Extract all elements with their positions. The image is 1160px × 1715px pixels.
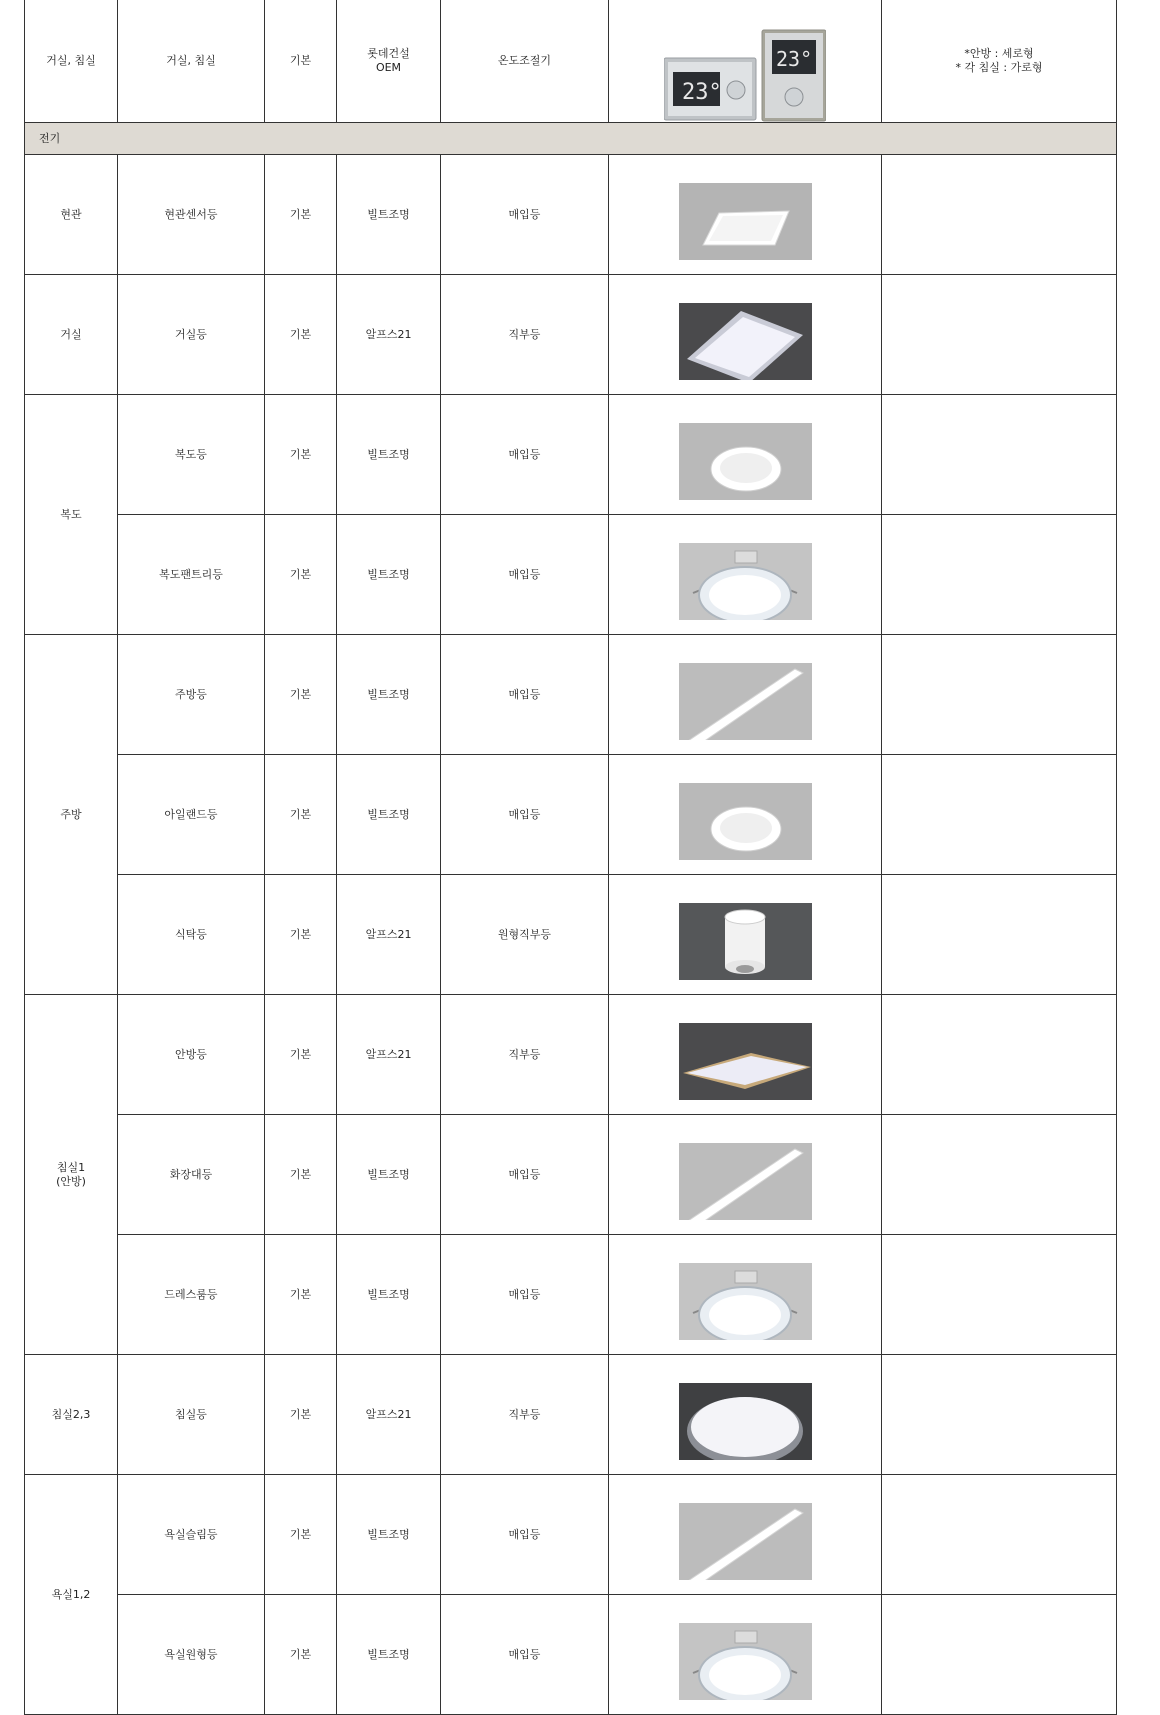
maker-cell: 빌트조명 (337, 635, 441, 755)
spec-cell: 기본 (265, 995, 337, 1115)
slim-linear-light-photo (679, 1489, 812, 1580)
spec-cell: 기본 (265, 1115, 337, 1235)
type-cell: 매입등 (441, 515, 609, 635)
thermostat-photo (664, 14, 826, 108)
note-cell (882, 1475, 1117, 1595)
note-cell (882, 1235, 1117, 1355)
space-cell: 주방 (25, 635, 118, 995)
table-row (25, 155, 1117, 275)
image-cell (609, 1595, 882, 1715)
type-cell: 매입등 (441, 155, 609, 275)
maker-cell: 빌트조명 (337, 755, 441, 875)
spec-cell: 기본 (265, 1595, 337, 1715)
image-cell (609, 515, 882, 635)
note-cell (882, 275, 1117, 395)
spec-cell: 기본 (265, 395, 337, 515)
type-cell: 원형직부등 (441, 875, 609, 995)
spec-cell: 기본 (265, 0, 337, 123)
type-cell: 매입등 (441, 1475, 609, 1595)
image-cell (609, 1475, 882, 1595)
table-row (25, 1115, 1117, 1235)
slim-linear-light-photo (679, 1129, 812, 1220)
note-cell (882, 155, 1117, 275)
type-cell: 매입등 (441, 1235, 609, 1355)
type-cell: 직부등 (441, 275, 609, 395)
maker-cell: 알프스21 (337, 275, 441, 395)
image-cell (609, 275, 882, 395)
image-cell (609, 155, 882, 275)
spec-cell: 기본 (265, 875, 337, 995)
table-row (25, 395, 1117, 515)
image-cell (609, 1235, 882, 1355)
spec-cell: 기본 (265, 515, 337, 635)
spec-cell: 기본 (265, 755, 337, 875)
section-row (25, 123, 1117, 155)
maker-cell: 빌트조명 (337, 1115, 441, 1235)
type-cell: 매입등 (441, 1595, 609, 1715)
item-cell: 침실등 (118, 1355, 265, 1475)
maker-cell: 빌트조명 (337, 155, 441, 275)
table-row (25, 1475, 1117, 1595)
table-row (25, 875, 1117, 995)
round-ceiling-light-photo (679, 1369, 812, 1460)
space-cell: 거실, 침실 (25, 0, 118, 123)
note-cell (882, 1355, 1117, 1475)
space-cell: 침실1 (안방) (25, 995, 118, 1355)
item-cell: 아일랜드등 (118, 755, 265, 875)
type-cell: 매입등 (441, 1115, 609, 1235)
note-cell (882, 515, 1117, 635)
spec-cell: 기본 (265, 1355, 337, 1475)
space-cell: 복도 (25, 395, 118, 635)
item-cell: 현관센서등 (118, 155, 265, 275)
item-cell: 거실, 침실 (118, 0, 265, 123)
recessed-round-light-photo (679, 1249, 812, 1340)
table-row (25, 995, 1117, 1115)
maker-cell: 알프스21 (337, 995, 441, 1115)
svg-text:23°: 23° (682, 80, 722, 105)
space-cell: 욕실1,2 (25, 1475, 118, 1715)
item-cell: 복도등 (118, 395, 265, 515)
section-label: 전기 (25, 123, 1117, 155)
table-row (25, 1355, 1117, 1475)
item-cell: 욕실원형등 (118, 1595, 265, 1715)
item-cell: 화장대등 (118, 1115, 265, 1235)
note-cell (882, 995, 1117, 1115)
type-cell: 매입등 (441, 755, 609, 875)
type-cell: 직부등 (441, 995, 609, 1115)
space-cell: 현관 (25, 155, 118, 275)
image-cell (609, 995, 882, 1115)
maker-cell: 알프스21 (337, 1355, 441, 1475)
table-row (25, 1595, 1117, 1715)
space-cell: 침실2,3 (25, 1355, 118, 1475)
maker-cell: 빌트조명 (337, 515, 441, 635)
image-cell (609, 395, 882, 515)
note-cell (882, 1115, 1117, 1235)
recessed-round-light-photo (679, 1609, 812, 1700)
table-row (25, 275, 1117, 395)
item-cell: 안방등 (118, 995, 265, 1115)
note-cell (882, 875, 1117, 995)
item-cell: 주방등 (118, 635, 265, 755)
type-cell: 직부등 (441, 1355, 609, 1475)
spec-cell: 기본 (265, 635, 337, 755)
maker-cell: 알프스21 (337, 875, 441, 995)
maker-cell: 롯데건설 OEM (337, 0, 441, 123)
rect-panel-light-photo (679, 289, 812, 380)
spec-cell: 기본 (265, 275, 337, 395)
image-cell (609, 1355, 882, 1475)
image-cell (609, 875, 882, 995)
image-cell (609, 755, 882, 875)
table-row (25, 755, 1117, 875)
item-cell: 거실등 (118, 275, 265, 395)
item-cell: 복도팬트리등 (118, 515, 265, 635)
maker-cell: 빌트조명 (337, 1595, 441, 1715)
item-cell: 드레스룸등 (118, 1235, 265, 1355)
svg-text:23°: 23° (776, 47, 813, 71)
slim-linear-light-photo (679, 649, 812, 740)
maker-cell: 빌트조명 (337, 1235, 441, 1355)
space-cell: 거실 (25, 275, 118, 395)
recessed-round-light-photo (679, 529, 812, 620)
note-cell (882, 395, 1117, 515)
cylinder-light-photo (679, 889, 812, 980)
spec-cell: 기본 (265, 1235, 337, 1355)
spec-table (24, 0, 1117, 1715)
note-cell: *안방 : 세로형 * 각 침실 : 가로형 (882, 0, 1117, 123)
table-row (25, 515, 1117, 635)
type-cell: 매입등 (441, 395, 609, 515)
image-cell (609, 1115, 882, 1235)
spec-cell: 기본 (265, 1475, 337, 1595)
maker-cell: 빌트조명 (337, 1475, 441, 1595)
item-cell: 욕실슬림등 (118, 1475, 265, 1595)
note-cell (882, 755, 1117, 875)
image-cell (609, 635, 882, 755)
note-cell (882, 635, 1117, 755)
note-cell (882, 1595, 1117, 1715)
square-panel-light-photo (679, 169, 812, 260)
round-downlight-photo (679, 769, 812, 860)
table-row (25, 635, 1117, 755)
maker-cell: 빌트조명 (337, 395, 441, 515)
table-row (25, 1235, 1117, 1355)
image-cell (609, 0, 882, 123)
table-row (25, 0, 1117, 123)
round-downlight-photo (679, 409, 812, 500)
square-ceiling-light-photo (679, 1009, 812, 1100)
spec-cell: 기본 (265, 155, 337, 275)
type-cell: 온도조절기 (441, 0, 609, 123)
type-cell: 매입등 (441, 635, 609, 755)
item-cell: 식탁등 (118, 875, 265, 995)
